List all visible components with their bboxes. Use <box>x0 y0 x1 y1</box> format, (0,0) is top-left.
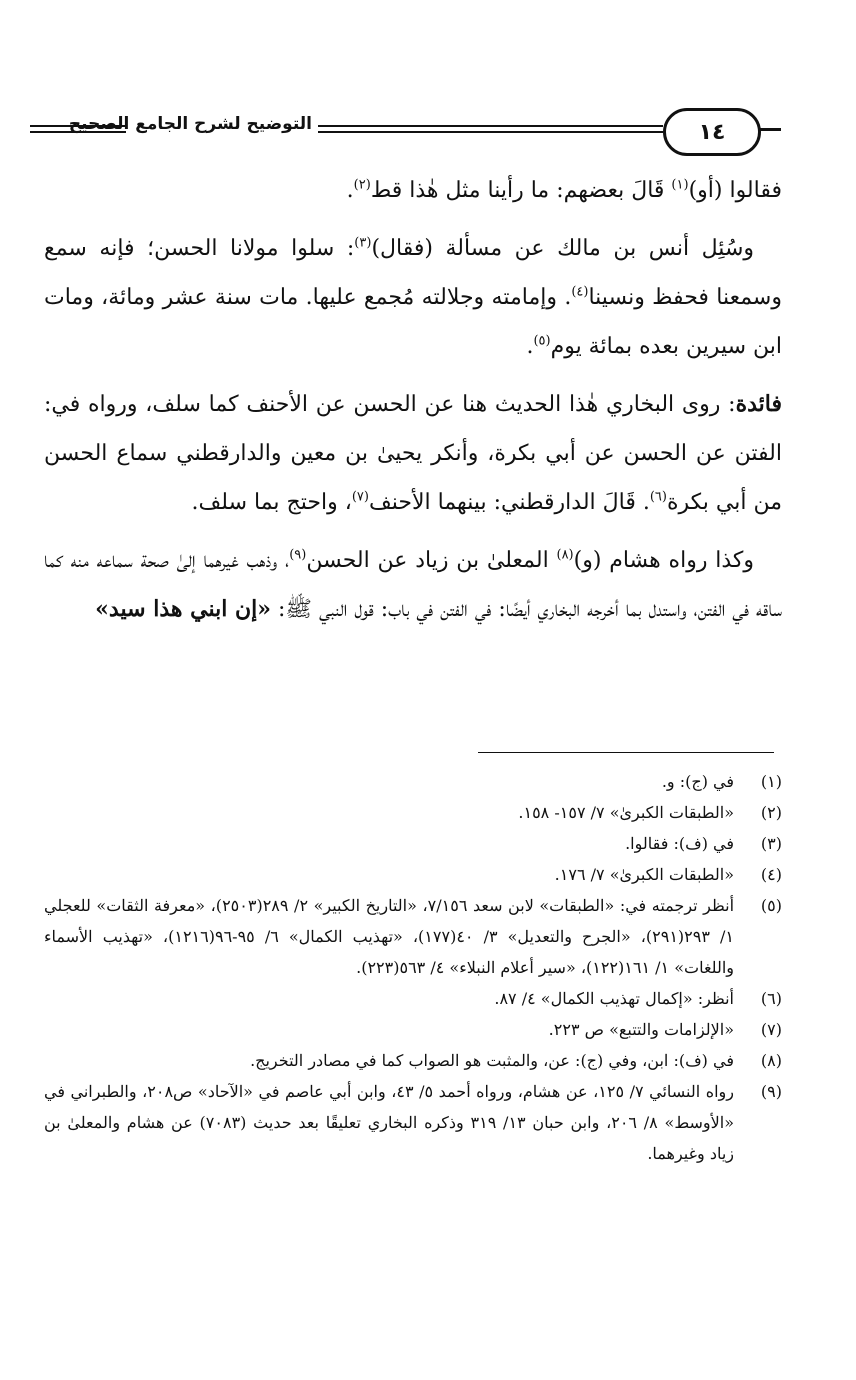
running-title: التوضيح لشرح الجامع الصحيح <box>68 114 312 134</box>
footnote-text: رواه النسائي ٧/ ١٢٥، عن هشام، ورواه أحمد ٥/ ٤٣، وابن أبي عاصم في «الآحاد» ص٢٠٨، والطبراني في «الأوسط» ٨/ ٢٠٦، وابن حبان ١٣/ ٣١٩ وذكره البخاري تعليقًا بعد حديث (٧٠٨٣) عن هشام والمعلىٰ بن زياد وغيرهما. <box>44 1082 734 1163</box>
footnote-item <box>44 797 782 828</box>
text-run: ، واحتج بما سلف. <box>191 490 352 515</box>
footnote-ref-2[interactable]: (٢) <box>353 177 371 193</box>
text-run: وسُئِل أنس بن مالك عن مسألة (فقال) <box>371 236 754 261</box>
footnote-item <box>44 1014 782 1045</box>
text-run: : سلوا مولانا الحسن؛ فإنه سمع وسمعنا فحفظ ونسينا <box>44 236 782 310</box>
footnote-number: (٢) <box>760 803 782 822</box>
page-number: ١٤ <box>663 108 761 156</box>
footnote-number: (١) <box>760 772 782 791</box>
text-run: . <box>346 178 354 203</box>
footnotes-list <box>44 766 782 1169</box>
footnote-number: (٤) <box>760 865 782 884</box>
footnote-item <box>44 1076 782 1169</box>
text-run: المعلىٰ بن زياد عن الحسن <box>306 548 557 573</box>
footnote-number: (٦) <box>760 989 782 1008</box>
footnote-text: «الطبقات الكبرىٰ» ٧/ ١٧٦. <box>554 865 734 884</box>
footnote-number: (٥) <box>760 896 782 915</box>
text-run: قَالَ بعضهم: ما رأينا مثل هٰذا قط <box>370 178 672 203</box>
paragraph-2 <box>44 224 782 371</box>
footnote-item <box>44 890 782 983</box>
footnote-number: (٣) <box>760 834 782 853</box>
footnote-ref-5[interactable]: (٥) <box>533 333 551 349</box>
footnote-item <box>44 1045 782 1076</box>
footnote-text: في (ف): فقالوا. <box>625 834 734 853</box>
header-ornament <box>759 128 781 131</box>
footnote-item <box>44 828 782 859</box>
footnote-number: (٩) <box>760 1082 782 1101</box>
text-run: فقالوا (أو) <box>688 178 782 203</box>
footnote-text: أنظر: «إكمال تهذيب الكمال» ٤/ ٨٧. <box>494 989 734 1008</box>
footnote-ref-7[interactable]: (٧) <box>351 489 369 505</box>
footnote-number: (٨) <box>760 1051 782 1070</box>
footnote-item <box>44 859 782 890</box>
page-header <box>30 108 778 160</box>
footnote-text: في (ف): ابن، وفي (ج): عن، والمثبت هو الصواب كما في مصادر التخريج. <box>250 1051 734 1070</box>
paragraph-3 <box>44 380 782 527</box>
footnote-ref-3[interactable]: (٣) <box>354 235 372 251</box>
text-run: . وإمامته وجلالته مُجمع عليها. مات سنة عشر ومائة، ومات ابن سيرين بعده بمائة يوم <box>44 285 782 359</box>
hadith-quote: «إن ابني هذا سيد» <box>95 596 272 622</box>
footnote-ref-4[interactable]: (٤) <box>571 284 589 300</box>
text-run: وكذا رواه هشام (و) <box>573 548 754 573</box>
main-text <box>44 166 782 643</box>
footnote-text: «الطبقات الكبرىٰ» ٧/ ١٥٧- ١٥٨. <box>518 803 734 822</box>
text-run: . <box>526 334 534 359</box>
footnote-item <box>44 983 782 1014</box>
paragraph-4 <box>44 536 782 634</box>
footnote-text: أنظر ترجمته في: «الطبقات» لابن سعد ٧/١٥٦، «التاريخ الكبير» ٢/ ٢٨٩(٢٥٠٣)، «معرفة الثقات» للعجلي ١/ ٢٩٣(٢٩١)، «الجرح والتعديل» ٣/ ٤٠(١٧٧)، «تهذيب الكمال» ٦/ ٩٥-٩٦(١٢١٦)، «تهذيب الأسماء واللغات» ١/ ١٦١(١٢٢)، «سير أعلام النبلاء» ٤/ ٥٦٣(٢٢٣). <box>44 896 735 977</box>
footnote-ref-6[interactable]: (٦) <box>649 489 667 505</box>
footnote-ref-9[interactable]: (٩) <box>289 547 307 563</box>
paragraph-1 <box>44 166 782 215</box>
footnote-item <box>44 766 782 797</box>
footnote-text: «الإلزامات والتتبع» ص ٢٢٣. <box>548 1020 734 1039</box>
note-label: فائدة <box>735 391 782 417</box>
header-double-rule-right <box>318 125 663 133</box>
footnote-text: في (ج): و. <box>661 772 734 791</box>
footnote-separator <box>478 752 774 753</box>
footnote-ref-1[interactable]: (١) <box>671 177 689 193</box>
footnote-number: (٧) <box>760 1020 782 1039</box>
text-run: ، وذهب غيرهما إلىٰ صحة سماعه منه كما ساقه في الفتن، واستدل بما أخرجه البخاري أيضًا: في الفتن في باب: قول النبي ﷺ: <box>44 548 782 622</box>
text-run: . قَالَ الدارقطني: بينهما الأحنف <box>368 490 650 515</box>
text-run: : روى البخاري هٰذا الحديث هنا عن الحسن عن الأحنف كما سلف، ورواه في: الفتن عن الحسن عن أبي بكرة، وأنكر يحيىٰ بن معين والدارقطني سماع الحسن من أبي بكرة <box>44 392 782 515</box>
footnote-ref-8[interactable]: (٨) <box>556 547 574 563</box>
